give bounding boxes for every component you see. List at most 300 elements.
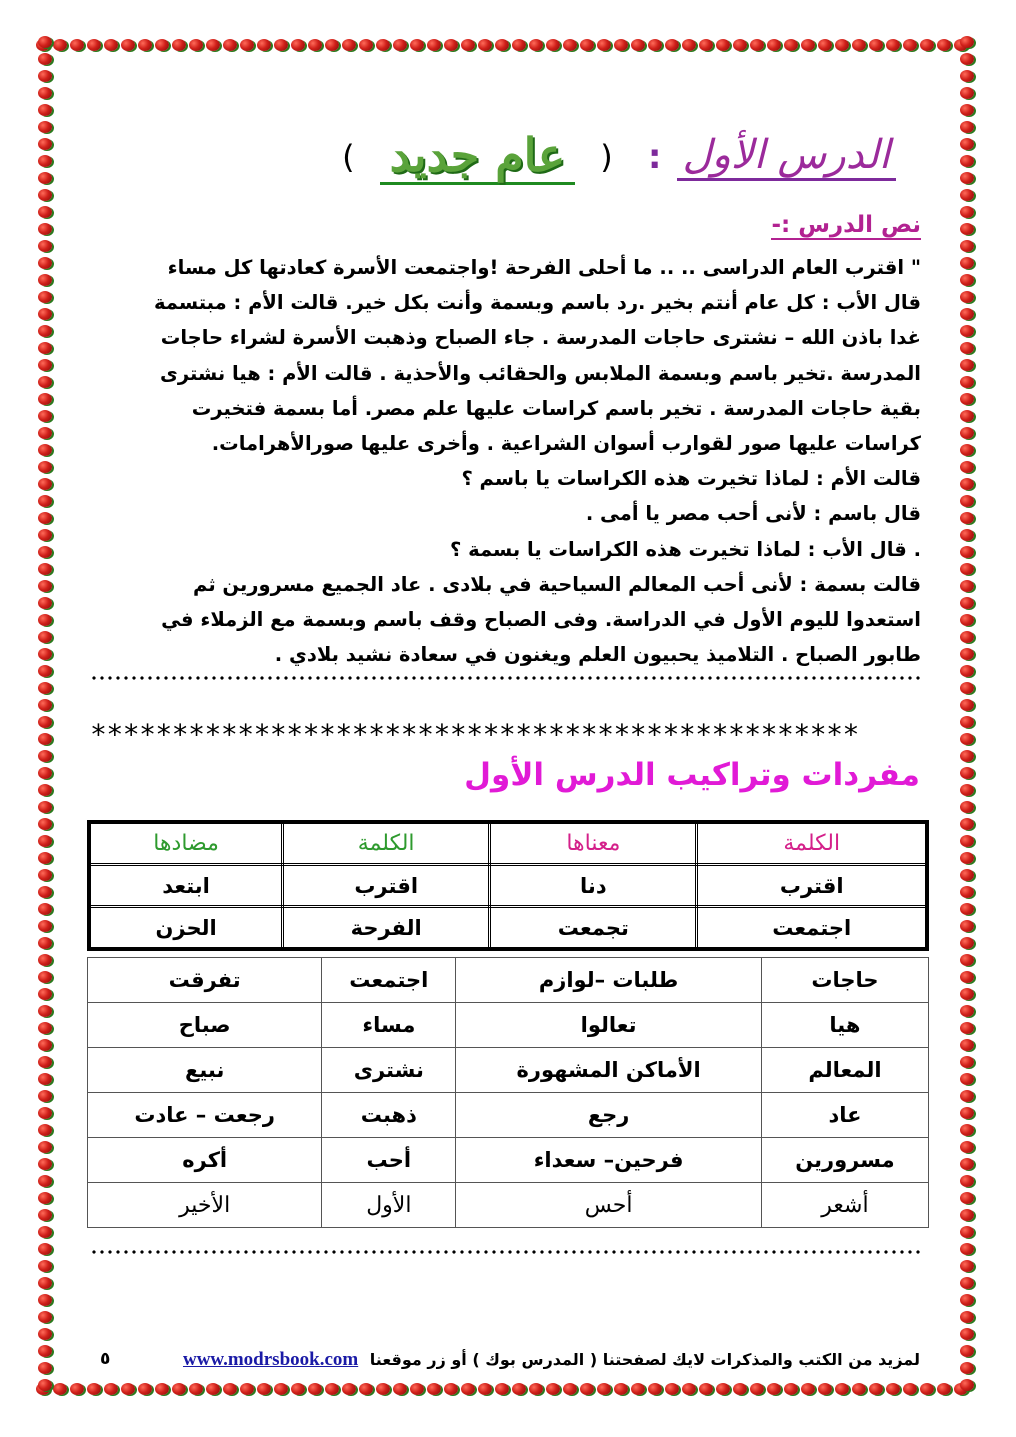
border-bead — [960, 580, 974, 592]
border-bead — [38, 1243, 52, 1255]
border-bead — [960, 563, 974, 575]
dotted-divider — [90, 676, 920, 680]
border-bead — [223, 1383, 237, 1395]
border-bead — [38, 461, 52, 473]
border-bead — [580, 39, 594, 51]
border-bead — [38, 1192, 52, 1204]
border-bead — [960, 342, 974, 354]
border-bead — [38, 971, 52, 983]
border-bead — [818, 39, 832, 51]
border-bead — [960, 121, 974, 133]
border-bead — [38, 869, 52, 881]
border-bead — [960, 274, 974, 286]
border-bead — [920, 1383, 934, 1395]
border-bead — [38, 648, 52, 660]
border-bead — [38, 1175, 52, 1187]
table-cell: اقترب — [283, 865, 490, 907]
table-row — [88, 1093, 929, 1138]
border-bead — [495, 39, 509, 51]
table-cell: الأخير — [88, 1183, 322, 1228]
table-row — [88, 1003, 929, 1048]
table-cell: المعالم — [761, 1048, 928, 1093]
border-bead — [960, 291, 974, 303]
table-cell: رجع — [456, 1093, 762, 1138]
border-bead — [155, 39, 169, 51]
text-line: " اقترب العام الدراسى .. .. ما أحلى الفرحة !واجتمعت الأسرة كعادتها كل مساء — [167, 256, 921, 279]
table-cell: هيا — [761, 1003, 928, 1048]
text-line: قال باسم : لأنى أحب مصر يا أمى . — [585, 502, 921, 526]
border-bead — [960, 937, 974, 949]
border-bead — [138, 39, 152, 51]
border-bead — [960, 172, 974, 184]
border-bead — [960, 1209, 974, 1221]
border-bead — [960, 1039, 974, 1051]
border-bead — [960, 1090, 974, 1102]
border-bead — [960, 376, 974, 388]
table-cell: أكره — [88, 1138, 322, 1183]
border-bead — [960, 393, 974, 405]
border-bead — [38, 580, 52, 592]
border-bead — [960, 1328, 974, 1340]
border-bead — [189, 39, 203, 51]
table-cell: طلبات –لوازم — [456, 958, 762, 1003]
border-bead — [960, 1005, 974, 1017]
border-bead — [393, 39, 407, 51]
table-row — [88, 1138, 929, 1183]
border-bead — [38, 801, 52, 813]
border-bead — [960, 410, 974, 422]
border-bead — [529, 39, 543, 51]
border-bead — [427, 1383, 441, 1395]
border-bead — [960, 206, 974, 218]
table-cell: الحزن — [89, 907, 283, 950]
border-bead — [960, 1175, 974, 1187]
border-bead — [960, 189, 974, 201]
border-bead — [960, 852, 974, 864]
border-bead — [38, 767, 52, 779]
website-link[interactable]: www.modrsbook.com — [182, 1349, 359, 1370]
border-bead — [38, 614, 52, 626]
border-bead — [291, 39, 305, 51]
table-header-row — [89, 822, 927, 865]
border-bead — [38, 1073, 52, 1085]
border-bead — [38, 1039, 52, 1051]
border-bead — [886, 39, 900, 51]
table-cell: ابتعد — [89, 865, 283, 907]
border-bead — [512, 39, 526, 51]
border-bead — [835, 1383, 849, 1395]
border-bead — [682, 1383, 696, 1395]
border-bead — [960, 597, 974, 609]
border-bead — [38, 223, 52, 235]
table-cell: ذهبت — [322, 1093, 456, 1138]
border-bead — [733, 39, 747, 51]
border-bead — [960, 87, 974, 99]
border-bead — [960, 1243, 974, 1255]
table-cell: الأماكن المشهورة — [456, 1048, 762, 1093]
border-bead — [960, 614, 974, 626]
border-bead — [960, 1294, 974, 1306]
border-bead — [38, 138, 52, 150]
border-bead — [38, 1158, 52, 1170]
border-bead — [38, 665, 52, 677]
star-separator: *********************************************** — [90, 718, 859, 751]
border-bead — [155, 1383, 169, 1395]
border-bead — [38, 1311, 52, 1323]
text-line: . قال الأب : لماذا تخيرت هذه الكراسات يا بسمة ؟ — [450, 537, 921, 561]
border-bead — [960, 954, 974, 966]
border-bead — [38, 70, 52, 82]
border-bead — [70, 1383, 84, 1395]
border-bead — [240, 39, 254, 51]
border-bead — [631, 39, 645, 51]
border-bead — [512, 1383, 526, 1395]
border-bead — [38, 376, 52, 388]
border-bead — [960, 1141, 974, 1153]
border-bead — [750, 39, 764, 51]
border-bead — [903, 1383, 917, 1395]
border-bead — [699, 39, 713, 51]
border-bead — [38, 36, 52, 48]
border-bead — [38, 886, 52, 898]
border-bead — [960, 1107, 974, 1119]
border-bead — [38, 87, 52, 99]
border-bead — [223, 39, 237, 51]
text-line: بقية حاجات المدرسة . تخير باسم كراسات عليها علم مصر. أما بسمة فتخيرت — [191, 396, 921, 420]
table-cell: نبيع — [88, 1048, 322, 1093]
border-bead — [665, 39, 679, 51]
border-bead — [359, 1383, 373, 1395]
border-bead — [38, 835, 52, 847]
table-cell: الفرحة — [283, 907, 490, 950]
border-bead — [138, 1383, 152, 1395]
table-cell: تعالوا — [456, 1003, 762, 1048]
text-line: قال الأب : كل عام أنتم بخير .رد باسم وبسمة وأنت بكل خير. قالت الأم : مبتسمة — [153, 291, 921, 315]
border-bead — [478, 1383, 492, 1395]
border-bead — [716, 1383, 730, 1395]
border-bead — [960, 1056, 974, 1068]
table-cell: الأول — [322, 1183, 456, 1228]
table-row — [88, 958, 929, 1003]
border-bead — [665, 1383, 679, 1395]
border-bead — [960, 784, 974, 796]
border-bead — [546, 39, 560, 51]
table-row — [89, 907, 927, 950]
border-bead — [38, 393, 52, 405]
border-bead — [818, 1383, 832, 1395]
table-row — [88, 1048, 929, 1093]
border-bead — [563, 39, 577, 51]
border-bead — [960, 461, 974, 473]
border-bead — [342, 39, 356, 51]
border-bead — [38, 1141, 52, 1153]
border-bead — [38, 155, 52, 167]
border-bead — [38, 427, 52, 439]
header-word: الكلمة — [697, 822, 927, 865]
border-bead — [38, 682, 52, 694]
border-bead — [563, 1383, 577, 1395]
border-bead — [38, 1056, 52, 1068]
border-bead — [960, 155, 974, 167]
border-bead — [750, 1383, 764, 1395]
border-bead — [444, 1383, 458, 1395]
border-bead — [308, 1383, 322, 1395]
border-bead — [801, 39, 815, 51]
border-bead — [716, 39, 730, 51]
border-bead — [767, 1383, 781, 1395]
border-bead — [121, 1383, 135, 1395]
border-bead — [38, 291, 52, 303]
table-row — [88, 1183, 929, 1228]
border-bead — [852, 1383, 866, 1395]
border-bead — [960, 665, 974, 677]
border-bead — [495, 1383, 509, 1395]
table-cell: تجمعت — [490, 907, 697, 950]
vocab-heading: مفردات وتراكيب الدرس الأول — [464, 757, 920, 793]
border-bead — [172, 39, 186, 51]
border-bead — [325, 39, 339, 51]
border-bead — [38, 274, 52, 286]
border-bead — [38, 478, 52, 490]
border-bead — [597, 1383, 611, 1395]
border-bead — [38, 240, 52, 252]
border-bead — [444, 39, 458, 51]
border-bead — [960, 733, 974, 745]
border-bead — [920, 39, 934, 51]
border-bead — [38, 1090, 52, 1102]
border-bead — [38, 1107, 52, 1119]
border-bead — [784, 39, 798, 51]
border-bead — [87, 1383, 101, 1395]
border-bead — [960, 104, 974, 116]
border-bead — [869, 39, 883, 51]
border-bead — [960, 308, 974, 320]
footer — [183, 1349, 920, 1371]
open-paren: ( — [600, 137, 613, 176]
border-bead — [206, 39, 220, 51]
border-bead — [121, 39, 135, 51]
table-cell: اجتمعت — [322, 958, 456, 1003]
border-bead — [38, 546, 52, 558]
border-bead — [206, 1383, 220, 1395]
border-bead — [960, 53, 974, 65]
border-bead — [784, 1383, 798, 1395]
border-bead — [960, 682, 974, 694]
border-bead — [410, 39, 424, 51]
border-bead — [960, 869, 974, 881]
border-bead — [960, 444, 974, 456]
text-line: كراسات عليها صور لقوارب أسوان الشراعية . وأخرى عليها صورالأهرامات. — [211, 432, 921, 456]
border-bead — [38, 444, 52, 456]
border-bead — [886, 1383, 900, 1395]
border-bead — [38, 699, 52, 711]
border-top — [36, 36, 980, 56]
lesson-text — [91, 250, 921, 672]
table-cell: أحس — [456, 1183, 762, 1228]
border-bead — [38, 206, 52, 218]
border-bead — [960, 257, 974, 269]
text-line: غدا باذن الله – نشترى حاجات المدرسة . جاء الصباح وذهبت الأسرة لشراء حاجات — [160, 326, 921, 350]
border-bead — [960, 920, 974, 932]
border-bead — [960, 971, 974, 983]
border-bead — [38, 563, 52, 575]
border-bead — [529, 1383, 543, 1395]
border-bead — [835, 39, 849, 51]
border-bead — [38, 1379, 52, 1391]
border-bead — [393, 1383, 407, 1395]
border-bead — [960, 1260, 974, 1272]
border-bead — [325, 1383, 339, 1395]
border-bead — [869, 1383, 883, 1395]
table-cell: تفرقت — [88, 958, 322, 1003]
border-bead — [960, 1277, 974, 1289]
border-bead — [38, 121, 52, 133]
border-bead — [852, 39, 866, 51]
border-bead — [38, 920, 52, 932]
border-bead — [38, 257, 52, 269]
border-bead — [38, 631, 52, 643]
border-bead — [960, 648, 974, 660]
header-meaning: معناها — [490, 822, 697, 865]
border-bead — [376, 1383, 390, 1395]
border-bead — [960, 478, 974, 490]
header-opposite: مضادها — [89, 822, 283, 865]
vocab-table-boxed — [87, 820, 929, 951]
border-bead — [38, 937, 52, 949]
border-bead — [104, 39, 118, 51]
border-bead — [38, 1328, 52, 1340]
border-bead — [960, 716, 974, 728]
border-bead — [960, 699, 974, 711]
border-bead — [38, 359, 52, 371]
border-bead — [308, 39, 322, 51]
border-bead — [960, 1226, 974, 1238]
border-bead — [38, 988, 52, 1000]
lesson-title — [322, 128, 896, 208]
border-bead — [960, 750, 974, 762]
table-row — [89, 865, 927, 907]
border-bead — [38, 189, 52, 201]
text-line: قالت بسمة : لأنى أحب المعالم السياحية في بلادى . عاد الجميع مسرورين ثم — [193, 572, 921, 596]
border-bead — [960, 240, 974, 252]
close-paren: ) — [342, 137, 355, 176]
border-bead — [960, 1362, 974, 1374]
border-bead — [376, 39, 390, 51]
table-cell: أحب — [322, 1138, 456, 1183]
border-bead — [960, 1073, 974, 1085]
border-bead — [410, 1383, 424, 1395]
border-bead — [38, 1260, 52, 1272]
border-bead — [291, 1383, 305, 1395]
border-bead — [38, 1005, 52, 1017]
title-colon: : — [647, 136, 662, 177]
border-bead — [960, 512, 974, 524]
border-bead — [960, 427, 974, 439]
border-bead — [240, 1383, 254, 1395]
border-bead — [960, 1158, 974, 1170]
table-cell: فرحين– سعداء — [456, 1138, 762, 1183]
border-bead — [38, 1345, 52, 1357]
table-cell: اقترب — [697, 865, 927, 907]
table-cell: صباح — [88, 1003, 322, 1048]
border-bead — [38, 1022, 52, 1034]
border-bead — [461, 1383, 475, 1395]
text-line: طابور الصباح . التلاميذ يحبيون العلم ويغنون في سعادة نشيد بلادي . — [274, 643, 921, 667]
border-bead — [104, 1383, 118, 1395]
border-bead — [257, 39, 271, 51]
border-bead — [960, 1124, 974, 1136]
border-bead — [682, 39, 696, 51]
dotted-divider — [90, 1250, 920, 1254]
footer-text: لمزيد من الكتب والمذكرات لايك لصفحتنا ( المدرس بوك ) أو زر موقعنا — [369, 1350, 920, 1369]
border-bead — [960, 886, 974, 898]
table-cell: نشترى — [322, 1048, 456, 1093]
table-cell: عاد — [761, 1093, 928, 1138]
text-section-heading: نص الدرس :- — [771, 212, 921, 238]
border-bead — [38, 495, 52, 507]
border-bead — [960, 325, 974, 337]
border-bead — [960, 36, 974, 48]
border-bead — [342, 1383, 356, 1395]
border-bead — [580, 1383, 594, 1395]
border-bead — [38, 597, 52, 609]
border-bead — [87, 39, 101, 51]
border-bead — [903, 39, 917, 51]
border-bead — [937, 39, 951, 51]
border-bead — [38, 1294, 52, 1306]
border-bead — [38, 733, 52, 745]
border-bead — [614, 1383, 628, 1395]
border-bead — [960, 529, 974, 541]
border-bead — [801, 1383, 815, 1395]
border-bead — [960, 835, 974, 847]
border-bead — [38, 308, 52, 320]
border-bead — [597, 39, 611, 51]
border-bead — [38, 784, 52, 796]
border-left — [36, 36, 56, 1400]
border-bead — [38, 1362, 52, 1374]
border-bead — [960, 359, 974, 371]
header-word: الكلمة — [283, 822, 490, 865]
border-bead — [960, 1192, 974, 1204]
border-bead — [733, 1383, 747, 1395]
border-bead — [546, 1383, 560, 1395]
border-bead — [38, 750, 52, 762]
border-bead — [274, 39, 288, 51]
table-cell: رجعت – عادت — [88, 1093, 322, 1138]
border-bead — [960, 546, 974, 558]
border-bead — [257, 1383, 271, 1395]
border-bead — [274, 1383, 288, 1395]
border-bottom — [36, 1380, 980, 1400]
border-bead — [960, 1345, 974, 1357]
border-bead — [189, 1383, 203, 1395]
border-bead — [38, 172, 52, 184]
border-bead — [70, 39, 84, 51]
border-bead — [960, 1311, 974, 1323]
border-bead — [648, 39, 662, 51]
border-bead — [960, 70, 974, 82]
text-line: قالت الأم : لماذا تخيرت هذه الكراسات يا باسم ؟ — [461, 467, 921, 491]
border-bead — [699, 1383, 713, 1395]
border-bead — [38, 1226, 52, 1238]
text-line: استعدوا لليوم الأول في الدراسة. وفى الصباح وقف باسم وبسمة مع الزملاء في — [161, 608, 921, 632]
border-bead — [38, 852, 52, 864]
table-cell: أشعر — [761, 1183, 928, 1228]
border-bead — [38, 512, 52, 524]
border-bead — [172, 1383, 186, 1395]
border-bead — [38, 716, 52, 728]
